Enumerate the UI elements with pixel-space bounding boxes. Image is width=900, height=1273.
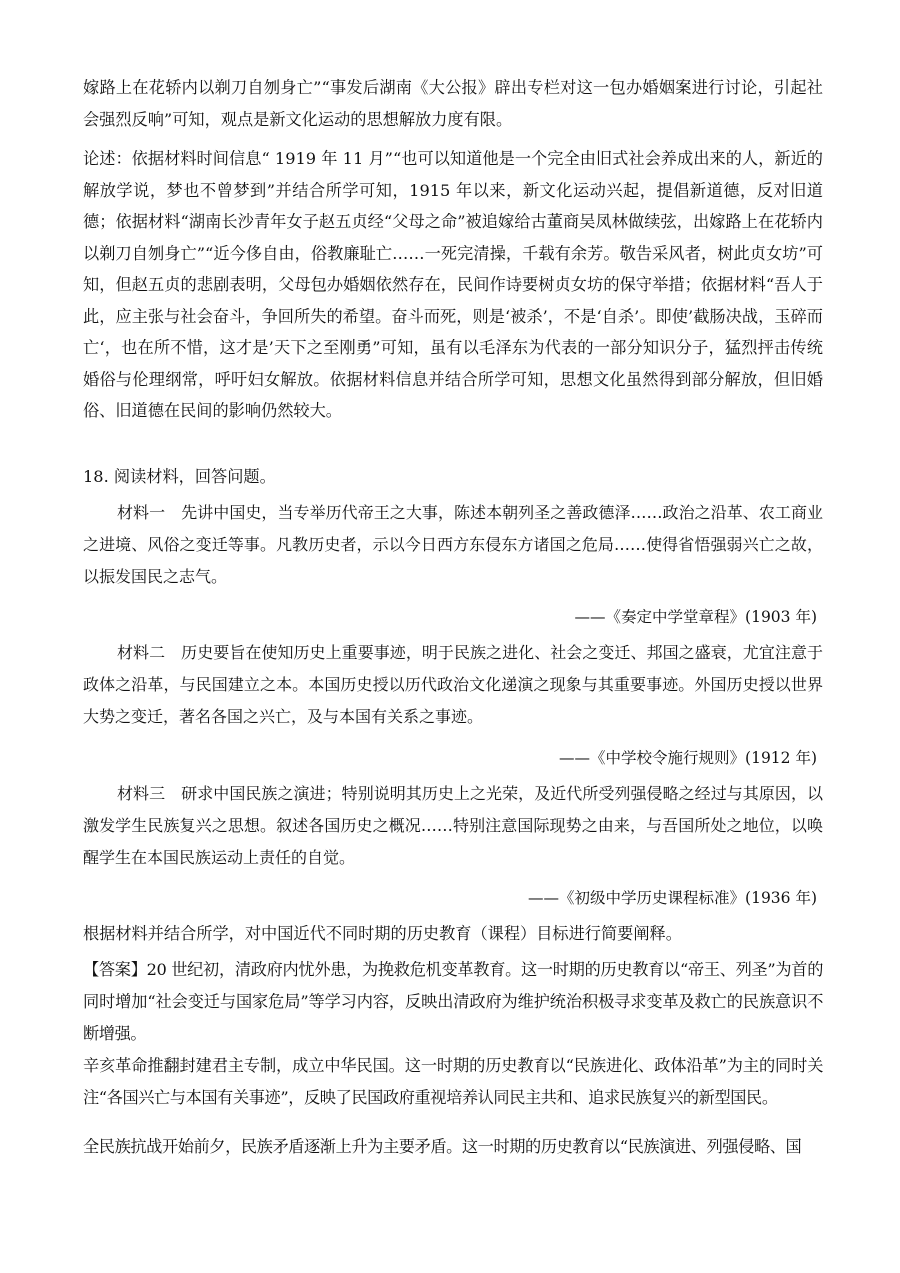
answer-paragraph-2: 辛亥革命推翻封建君主专制，成立中华民国。这一时期的历史教育以“民族进化、政体沿革”为主的同时关注“各国兴亡与本国有关事迹”，反映了民国政府重视培养认同民主共和、追求民族复兴的新型国民。 [83,1056,823,1108]
material-three-source: ——《初级中学历史课程标准》(1936 年) [528,889,817,907]
material-one: 材料一 先讲中国史，当专举历代帝王之大事，陈述本朝列圣之善政德泽……政治之沿革、农工商业之进境、风俗之变迁等事。凡教历史者，示以今日西方东侵东方诸国之危局……使得省悟强弱兴亡之故，以振发国民之志气。 [83,503,823,586]
answer-tag: 【答案】 [83,960,147,979]
material-two: 材料二 历史要旨在使知历史上重要事迹，明于民族之进化、社会之变迁、邦国之盛衰，尤宜注意于政体之沿革，与民国建立之本。本国历史授以历代政治文化递演之现象与其重要事迹。外国历史授以世界大势之变迁，著名各国之兴亡，及与本国有关系之事迹。 [83,643,823,726]
answer-paragraph-1 [83,954,823,1051]
answer-text-1: 20 世纪初，清政府内忧外患，为挽救危机变革教育。这一时期的历史教育以“帝王、列圣”为首的同时增加“社会变迁与国家危局”等学习内容，反映出清政府为维护统治积极寻求变革及救亡的民族意识不断增强。 [83,960,823,1044]
answer-paragraph-3: 全民族抗战开始前夕，民族矛盾逐渐上升为主要矛盾。这一时期的历史教育以“民族演进、列强侵略、国 [83,1137,802,1156]
material-two-source: ——《中学校令施行规则》(1912 年) [559,749,817,767]
material-three: 材料三 研求中国民族之演进；特别说明其历史上之光荣，及近代所受列强侵略之经过与其原因，以激发学生民族复兴之思想。叙述各国历史之概况……特别注意国际现势之由来，与吾国所处之地位，以唤醒学生在本国民族运动上责任的自觉。 [83,784,823,867]
question-title: 18. 阅读材料，回答问题。 [83,467,276,486]
paragraph-argument: 论述：依据材料时间信息“ 1919 年 11 月”“也可以知道他是一个完全由旧式社会养成出来的人，新近的解放学说，梦也不曾梦到”并结合所学可知，1915 年以来，新文化运动兴起，提倡新道德，反对旧道德；依据材料“湖南长沙青年女子赵五贞经“父母之命”被追嫁给古董商吴凤林做续弦，出嫁路上在花轿内以剃刀自刎身亡”“近今侈自由，俗教廉耻亡……一死完清操，千载有余芳。敬告采风者，树此贞女坊”可知，但赵五贞的悲剧表明，父母包办婚姻依然存在，民间作诗要树贞女坊的保守举措；依据材料“吾人于此，应主张与社会奋斗，争回所失的希望。奋斗而死，则是‘被杀’，不是‘自杀’。即使’截肠决战，玉碎而亡‘，也在所不惜，这才是’天下之至刚勇”可知，虽有以毛泽东为代表的一部分知识分子，猛烈抨击传统婚俗与伦理纲常，呼吁妇女解放。依据材料信息并结合所学可知，思想文化虽然得到部分解放，但旧婚俗、旧道德在民间的影响仍然较大。 [83,149,823,420]
paragraph-conclusion: 嫁路上在花轿内以剃刀自刎身亡”“事发后湖南《大公报》辟出专栏对这一包办婚姻案进行讨论，引起社会强烈反响”可知，观点是新文化运动的思想解放力度有限。 [83,78,823,129]
material-one-source: ——《奏定中学堂章程》(1903 年) [574,608,817,626]
question-prompt: 根据材料并结合所学，对中国近代不同时期的历史教育（课程）目标进行简要阐释。 [83,924,682,943]
